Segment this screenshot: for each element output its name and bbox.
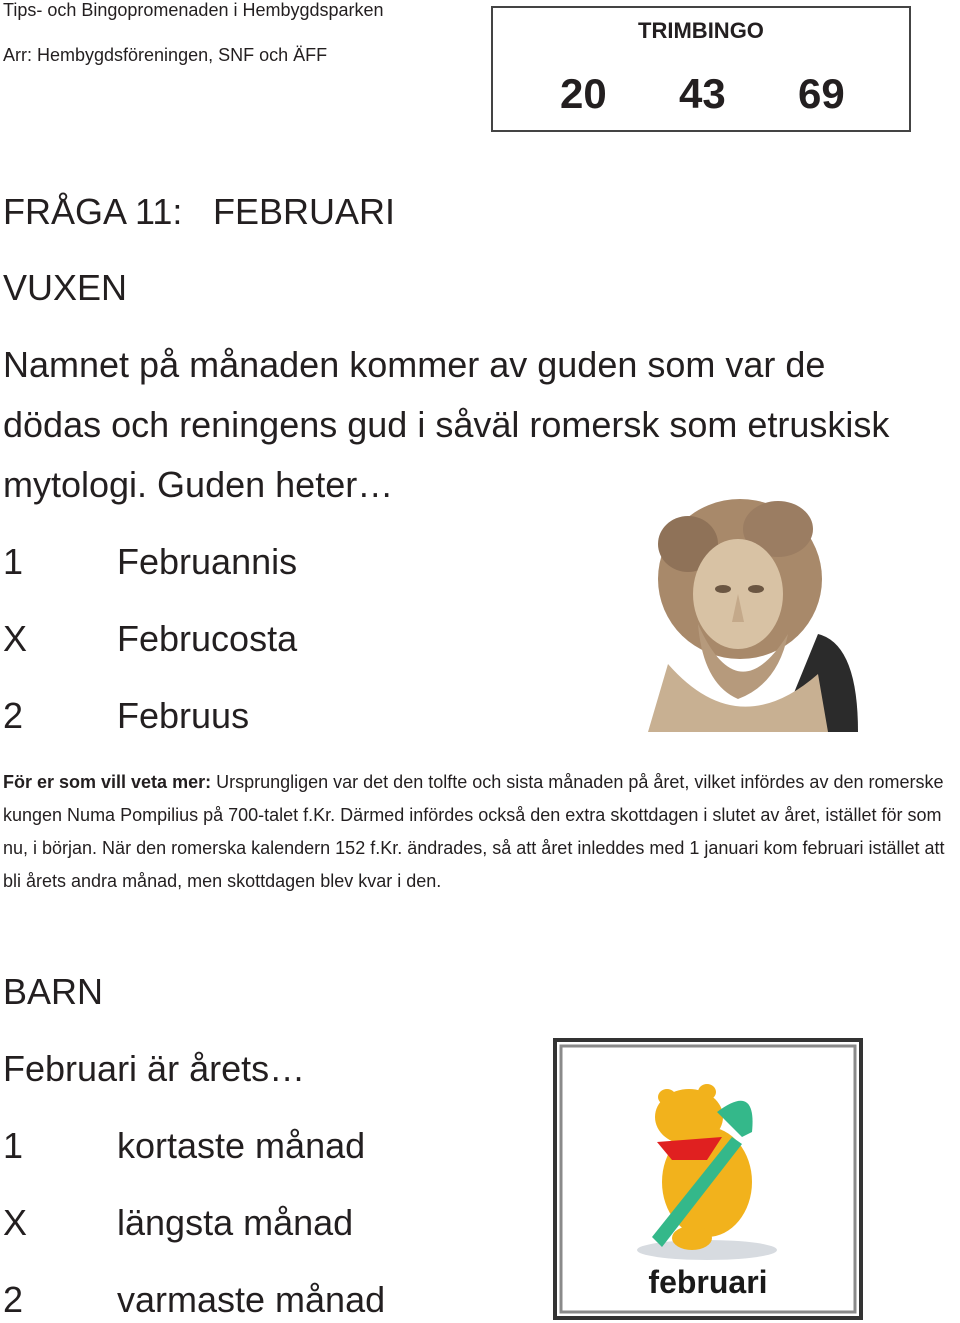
god-bust-image — [628, 484, 858, 732]
adult-option-text-2: Februus — [117, 695, 250, 736]
adult-option-key-1: 1 — [3, 541, 24, 582]
child-option-key-1: 1 — [3, 1125, 24, 1166]
more-info-text: Ursprungligen var det den tolfte och sista månaden på året, vilket infördes av den romerske kungen Numa Pompilius på 700-talet f.Kr. Därmed infördes också den extra skottdagen i slutet av året, istället för som nu, i början. När den romerska kalendern 152 f.Kr. ändrades, så att året inleddes med 1 januari kom februari istället att bli årets andra månad, men skottdagen blev kvar i den. — [3, 772, 945, 891]
adult-text-line-3: mytologi. Guden heter… — [3, 464, 394, 505]
child-option-key-x: X — [3, 1202, 28, 1243]
child-heading: BARN — [3, 971, 104, 1012]
child-option-text-1: kortaste månad — [117, 1125, 366, 1166]
adult-text-line-2: dödas och reningens gud i såväl romersk som etruskisk — [3, 404, 890, 445]
child-question: Februari är årets… — [3, 1048, 306, 1089]
adult-option-key-2: 2 — [3, 695, 24, 736]
child-option-text-2: varmaste månad — [117, 1279, 386, 1320]
february-picture — [553, 1038, 863, 1320]
bingo-number-1: 20 — [560, 70, 607, 117]
question-month: FEBRUARI — [213, 191, 396, 232]
question-label: FRÅGA 11: — [3, 191, 183, 232]
adult-heading: VUXEN — [3, 267, 128, 308]
child-option-text-x: längsta månad — [117, 1202, 354, 1243]
adult-option-text-x: Februcosta — [117, 618, 298, 659]
header-line-1: Tips- och Bingopromenaden i Hembygdsparken — [3, 0, 384, 20]
child-option-key-2: 2 — [3, 1279, 24, 1320]
picture-caption: februari — [648, 1264, 768, 1300]
adult-option-text-1: Februannis — [117, 541, 298, 582]
header-line-2: Arr: Hembygdsföreningen, SNF och ÄFF — [3, 45, 328, 65]
trimbingo-title: TRIMBINGO — [638, 18, 764, 43]
bingo-number-3: 69 — [798, 70, 845, 117]
adult-option-key-x: X — [3, 618, 28, 659]
more-info-paragraph — [3, 766, 960, 898]
adult-text-line-1: Namnet på månaden kommer av guden som var de — [3, 344, 826, 385]
more-info-label: För er som vill veta mer: — [3, 772, 212, 792]
bingo-number-2: 43 — [679, 70, 726, 117]
trimbingo-box — [491, 6, 911, 132]
